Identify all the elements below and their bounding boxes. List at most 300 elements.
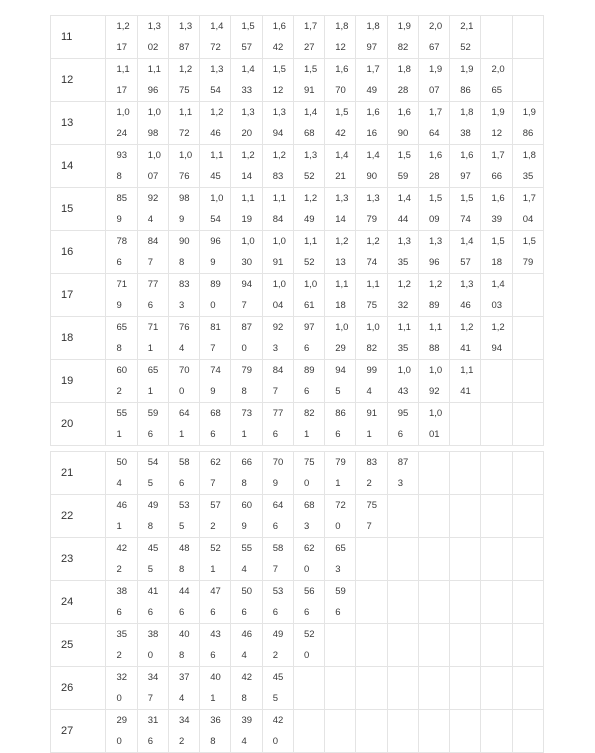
cell-value-part-1: 70 [272, 457, 284, 468]
cell-value-part-1: 75 [303, 457, 315, 468]
table-cell [450, 667, 481, 710]
cell-value-part-1: 77 [272, 408, 284, 419]
cell-value-part-2: 52 [303, 171, 315, 182]
table-cell [231, 403, 262, 446]
cell-value-part-1: 98 [178, 193, 190, 204]
cell-value-part-1: 1,0 [335, 322, 349, 333]
cell-value-part-2: 5 [335, 386, 341, 397]
cell-value-part-2: 98 [147, 128, 159, 139]
table-cell [168, 231, 199, 274]
cell-value-part-1: 1,3 [428, 236, 443, 247]
cell-value-part-2: 9 [178, 214, 185, 225]
table-cell [200, 188, 231, 231]
table-cell [231, 495, 262, 538]
cell-value-part-1: 87 [241, 322, 253, 333]
cell-value-part-2: 17 [116, 85, 128, 96]
cell-value-part-2: 75 [366, 300, 378, 311]
cell-value-part-1: 1,3 [366, 193, 380, 204]
cell-value-part-2: 70 [335, 85, 346, 96]
row-label: 11 [51, 16, 106, 59]
cell-value-part-2: 1 [335, 478, 341, 489]
cell-value-part-1: 1,1 [116, 64, 130, 75]
row-label: 23 [51, 538, 106, 581]
table-cell [356, 145, 387, 188]
table-cell [168, 16, 199, 59]
cell-value-part-2: 2 [116, 650, 122, 661]
cell-value-part-2: 8 [116, 343, 122, 354]
cell-value-part-2: 6 [272, 429, 278, 440]
cell-value-part-2: 54 [210, 85, 221, 96]
cell-value-part-2: 24 [116, 128, 128, 139]
cell-value-part-2: 90 [397, 128, 409, 139]
table-cell [356, 231, 387, 274]
table-cell [356, 452, 387, 495]
cell-value-part-2: 82 [397, 42, 409, 53]
table-cell [231, 360, 262, 403]
cell-value-part-1: 79 [335, 457, 346, 468]
cell-value-part-1: 48 [178, 543, 190, 554]
table-cell [356, 317, 387, 360]
table-cell [325, 145, 356, 188]
table-cell [168, 403, 199, 446]
table-cell [481, 403, 512, 446]
table-cell [450, 452, 481, 495]
table-cell [106, 59, 137, 102]
data-table [50, 15, 544, 753]
cell-value-part-1: 1,9 [460, 64, 474, 75]
cell-value-part-1: 1,6 [491, 193, 505, 204]
cell-value-part-1: 1,8 [335, 21, 349, 32]
cell-value-part-1: 52 [210, 543, 221, 554]
cell-value-part-2: 6 [272, 607, 278, 618]
cell-value-part-2: 6 [147, 736, 153, 747]
table-cell [231, 624, 262, 667]
cell-value-part-2: 2 [210, 521, 216, 532]
table-cell [325, 667, 356, 710]
table-cell [481, 360, 512, 403]
cell-value-part-2: 0 [147, 650, 153, 661]
table-cell [200, 403, 231, 446]
cell-value-part-2: 4 [178, 693, 185, 704]
cell-value-part-1: 1,0 [303, 279, 318, 290]
cell-value-part-1: 49 [147, 500, 159, 511]
cell-value-part-1: 1,3 [397, 236, 411, 247]
cell-value-part-1: 1,0 [428, 408, 443, 419]
table-cell [168, 360, 199, 403]
cell-value-part-2: 6 [147, 607, 153, 618]
cell-value-part-2: 0 [303, 478, 310, 489]
cell-value-part-1: 1,6 [272, 21, 286, 32]
cell-value-part-2: 8 [147, 521, 153, 532]
cell-value-part-2: 1 [116, 521, 122, 532]
cell-value-part-1: 1,8 [366, 21, 380, 32]
cell-value-part-2: 46 [210, 128, 221, 139]
cell-value-part-2: 09 [428, 214, 440, 225]
cell-value-part-2: 87 [178, 42, 190, 53]
cell-value-part-1: 52 [303, 629, 315, 640]
cell-value-part-1: 89 [210, 279, 221, 290]
table-cell [106, 710, 137, 753]
cell-value-part-1: 41 [147, 586, 159, 597]
cell-value-part-1: 1,9 [491, 107, 505, 118]
table-cell [200, 102, 231, 145]
cell-value-part-1: 1,7 [366, 64, 380, 75]
cell-value-part-1: 1,8 [460, 107, 474, 118]
table-cell [168, 102, 199, 145]
table-cell [200, 710, 231, 753]
cell-value-part-1: 87 [397, 457, 409, 468]
table-cell [137, 624, 168, 667]
table-cell [325, 16, 356, 59]
table-cell [450, 16, 481, 59]
cell-value-part-1: 1,0 [210, 193, 224, 204]
cell-value-part-2: 59 [397, 171, 409, 182]
cell-value-part-2: 0 [178, 386, 185, 397]
cell-value-part-2: 0 [303, 564, 310, 575]
table-cell [356, 188, 387, 231]
cell-value-part-1: 1,0 [366, 322, 380, 333]
cell-value-part-1: 72 [335, 500, 346, 511]
cell-value-part-2: 12 [335, 42, 346, 53]
cell-value-part-1: 1,2 [428, 279, 443, 290]
cell-value-part-1: 1,9 [522, 107, 536, 118]
cell-value-part-2: 3 [335, 564, 341, 575]
cell-value-part-2: 7 [272, 386, 278, 397]
cell-value-part-1: 29 [116, 715, 128, 726]
table-cell [200, 667, 231, 710]
table-cell [512, 274, 543, 317]
cell-value-part-1: 1,5 [397, 150, 411, 161]
table-cell [200, 231, 231, 274]
cell-value-part-1: 42 [116, 543, 128, 554]
table-cell [481, 538, 512, 581]
cell-value-part-2: 86 [460, 85, 471, 96]
cell-value-part-2: 5 [178, 521, 185, 532]
cell-value-part-1: 50 [241, 586, 253, 597]
cell-value-part-1: 1,1 [428, 322, 443, 333]
table-cell [481, 231, 512, 274]
cell-value-part-2: 04 [272, 300, 284, 311]
table-cell [262, 452, 293, 495]
cell-value-part-1: 1,7 [522, 193, 536, 204]
table-cell [325, 360, 356, 403]
table-cell [418, 231, 449, 274]
table-cell [168, 624, 199, 667]
cell-value-part-2: 20 [241, 128, 253, 139]
row-label: 14 [51, 145, 106, 188]
cell-value-part-2: 6 [241, 607, 247, 618]
table-cell [137, 317, 168, 360]
cell-value-part-2: 8 [178, 650, 185, 661]
table-cell [481, 188, 512, 231]
table-cell [387, 360, 418, 403]
table-cell [450, 360, 481, 403]
row-label: 25 [51, 624, 106, 667]
table-row [51, 360, 544, 403]
cell-value-part-2: 0 [272, 736, 278, 747]
cell-value-part-2: 1 [303, 429, 310, 440]
table-cell [512, 59, 543, 102]
table-cell [137, 403, 168, 446]
table-cell [387, 710, 418, 753]
cell-value-part-2: 0 [116, 736, 122, 747]
table-cell [450, 231, 481, 274]
cell-value-part-1: 1,5 [522, 236, 536, 247]
cell-value-part-2: 0 [210, 300, 216, 311]
cell-value-part-1: 95 [397, 408, 409, 419]
table-cell [356, 538, 387, 581]
cell-value-part-2: 03 [491, 300, 503, 311]
table-row [51, 495, 544, 538]
table-cell [450, 624, 481, 667]
cell-value-part-1: 94 [335, 365, 346, 376]
table-cell [137, 102, 168, 145]
cell-value-part-2: 3 [178, 300, 185, 311]
table-cell [231, 710, 262, 753]
cell-value-part-2: 28 [397, 85, 409, 96]
cell-value-part-2: 84 [272, 214, 284, 225]
table-cell [512, 317, 543, 360]
cell-value-part-1: 39 [241, 715, 253, 726]
cell-value-part-1: 68 [210, 408, 221, 419]
cell-value-part-1: 1,1 [241, 193, 255, 204]
table-cell [293, 231, 324, 274]
cell-value-part-2: 9 [272, 478, 278, 489]
table-cell [481, 274, 512, 317]
table-cell [325, 231, 356, 274]
cell-value-part-1: 49 [272, 629, 284, 640]
cell-value-part-2: 6 [303, 343, 310, 354]
cell-value-part-2: 57 [241, 42, 253, 53]
cell-value-part-1: 31 [147, 715, 159, 726]
table-cell [106, 317, 137, 360]
cell-value-part-1: 74 [210, 365, 221, 376]
table-cell [262, 16, 293, 59]
cell-value-part-1: 46 [241, 629, 253, 640]
cell-value-part-2: 38 [460, 128, 471, 139]
cell-value-part-2: 7 [210, 478, 216, 489]
cell-value-part-1: 45 [272, 672, 284, 683]
cell-value-part-1: 42 [241, 672, 253, 683]
cell-value-part-2: 30 [241, 257, 253, 268]
table-cell [512, 403, 543, 446]
cell-value-part-1: 85 [116, 193, 128, 204]
table-cell [293, 317, 324, 360]
cell-value-part-2: 6 [210, 607, 216, 618]
cell-value-part-2: 8 [241, 693, 247, 704]
table-cell [106, 360, 137, 403]
table-cell [418, 317, 449, 360]
cell-value-part-2: 42 [272, 42, 284, 53]
table-cell [512, 360, 543, 403]
table-cell [293, 581, 324, 624]
row-label: 26 [51, 667, 106, 710]
cell-value-part-2: 6 [178, 478, 185, 489]
cell-value-part-1: 1,5 [460, 193, 474, 204]
cell-value-part-2: 49 [366, 85, 378, 96]
cell-value-part-1: 34 [178, 715, 190, 726]
table-cell [325, 317, 356, 360]
cell-value-part-2: 14 [241, 171, 253, 182]
cell-value-part-2: 97 [460, 171, 471, 182]
table-cell [512, 495, 543, 538]
table-cell [137, 495, 168, 538]
cell-value-part-2: 76 [178, 171, 190, 182]
table-cell [512, 667, 543, 710]
table-cell [450, 145, 481, 188]
cell-value-part-2: 74 [366, 257, 378, 268]
cell-value-part-2: 96 [147, 85, 159, 96]
table-cell [356, 102, 387, 145]
table-cell [356, 16, 387, 59]
cell-value-part-1: 1,4 [397, 193, 411, 204]
cell-value-part-1: 82 [303, 408, 315, 419]
cell-value-part-1: 1,3 [210, 64, 224, 75]
table-cell [481, 317, 512, 360]
table-cell [293, 274, 324, 317]
table-cell [293, 102, 324, 145]
cell-value-part-2: 13 [335, 257, 346, 268]
table-cell [137, 231, 168, 274]
table-cell [481, 452, 512, 495]
table-cell [512, 231, 543, 274]
row-label: 24 [51, 581, 106, 624]
cell-value-part-1: 58 [272, 543, 284, 554]
cell-value-part-2: 9 [116, 300, 122, 311]
table-cell [231, 452, 262, 495]
table-cell [106, 538, 137, 581]
table-cell [387, 624, 418, 667]
cell-value-part-2: 1 [210, 564, 216, 575]
table-cell [106, 274, 137, 317]
table-cell [262, 102, 293, 145]
cell-value-part-2: 79 [522, 257, 534, 268]
cell-value-part-2: 07 [428, 85, 440, 96]
cell-value-part-2: 12 [491, 128, 503, 139]
table-cell [418, 360, 449, 403]
cell-value-part-1: 53 [272, 586, 284, 597]
cell-value-part-1: 55 [116, 408, 128, 419]
table-cell [356, 710, 387, 753]
table-cell [200, 59, 231, 102]
cell-value-part-2: 42 [335, 128, 346, 139]
cell-value-part-2: 1 [366, 429, 372, 440]
table-cell [418, 16, 449, 59]
table-cell [450, 581, 481, 624]
cell-value-part-1: 62 [210, 457, 221, 468]
cell-value-part-1: 1,4 [460, 236, 474, 247]
table-row [51, 317, 544, 360]
cell-value-part-1: 1,2 [303, 193, 318, 204]
cell-value-part-1: 1,5 [428, 193, 443, 204]
cell-value-part-1: 83 [178, 279, 190, 290]
table-cell [106, 16, 137, 59]
table-body [51, 16, 544, 753]
cell-value-part-1: 81 [210, 322, 221, 333]
cell-value-part-2: 52 [460, 42, 471, 53]
table-row [51, 59, 544, 102]
cell-value-part-2: 96 [428, 257, 440, 268]
table-cell [325, 581, 356, 624]
table-cell [481, 624, 512, 667]
cell-value-part-2: 4 [178, 343, 185, 354]
table-cell [450, 495, 481, 538]
cell-value-part-1: 65 [335, 543, 346, 554]
cell-value-part-2: 7 [366, 521, 372, 532]
table-row [51, 188, 544, 231]
cell-value-part-1: 47 [210, 586, 221, 597]
cell-value-part-1: 1,0 [428, 365, 443, 376]
cell-value-part-2: 3 [397, 478, 403, 489]
table-cell [450, 59, 481, 102]
cell-value-part-1: 76 [178, 322, 190, 333]
cell-value-part-2: 27 [303, 42, 315, 53]
cell-value-part-2: 82 [366, 343, 378, 354]
cell-value-part-1: 65 [116, 322, 128, 333]
table-cell [356, 360, 387, 403]
table-cell [200, 16, 231, 59]
cell-value-part-1: 60 [116, 365, 128, 376]
table-cell [481, 16, 512, 59]
table-cell [387, 538, 418, 581]
cell-value-part-1: 53 [178, 500, 190, 511]
cell-value-part-1: 64 [178, 408, 190, 419]
cell-value-part-1: 75 [366, 500, 378, 511]
table-cell [168, 452, 199, 495]
table-cell [325, 495, 356, 538]
cell-value-part-2: 6 [147, 429, 153, 440]
table-cell [512, 538, 543, 581]
cell-value-part-1: 1,5 [335, 107, 349, 118]
cell-value-part-2: 4 [241, 650, 247, 661]
cell-value-part-1: 1,0 [241, 236, 255, 247]
table-cell [137, 274, 168, 317]
cell-value-part-2: 19 [241, 214, 253, 225]
cell-value-part-2: 1 [147, 343, 153, 354]
table-cell [200, 624, 231, 667]
table-cell [262, 317, 293, 360]
table-cell [168, 317, 199, 360]
table-cell [137, 145, 168, 188]
cell-value-part-2: 92 [428, 386, 440, 397]
table-cell [512, 710, 543, 753]
cell-value-part-1: 1,0 [272, 236, 286, 247]
table-cell [137, 360, 168, 403]
table-cell [137, 16, 168, 59]
cell-value-part-2: 7 [241, 300, 247, 311]
table-cell [293, 360, 324, 403]
cell-value-part-1: 1,2 [491, 322, 505, 333]
cell-value-part-2: 6 [147, 300, 153, 311]
data-table-container [50, 15, 544, 753]
cell-value-part-2: 2 [178, 736, 185, 747]
cell-value-part-1: 40 [210, 672, 221, 683]
cell-value-part-2: 74 [460, 214, 471, 225]
cell-value-part-1: 1,1 [366, 279, 380, 290]
cell-value-part-1: 1,1 [147, 64, 161, 75]
cell-value-part-1: 1,2 [241, 150, 255, 161]
table-cell [450, 274, 481, 317]
cell-value-part-2: 79 [366, 214, 378, 225]
cell-value-part-2: 3 [272, 343, 278, 354]
cell-value-part-1: 1,8 [522, 150, 536, 161]
table-cell [262, 59, 293, 102]
table-cell [106, 667, 137, 710]
cell-value-part-2: 4 [116, 478, 122, 489]
cell-value-part-2: 45 [210, 171, 221, 182]
cell-value-part-2: 6 [397, 429, 403, 440]
cell-value-part-2: 8 [178, 257, 185, 268]
